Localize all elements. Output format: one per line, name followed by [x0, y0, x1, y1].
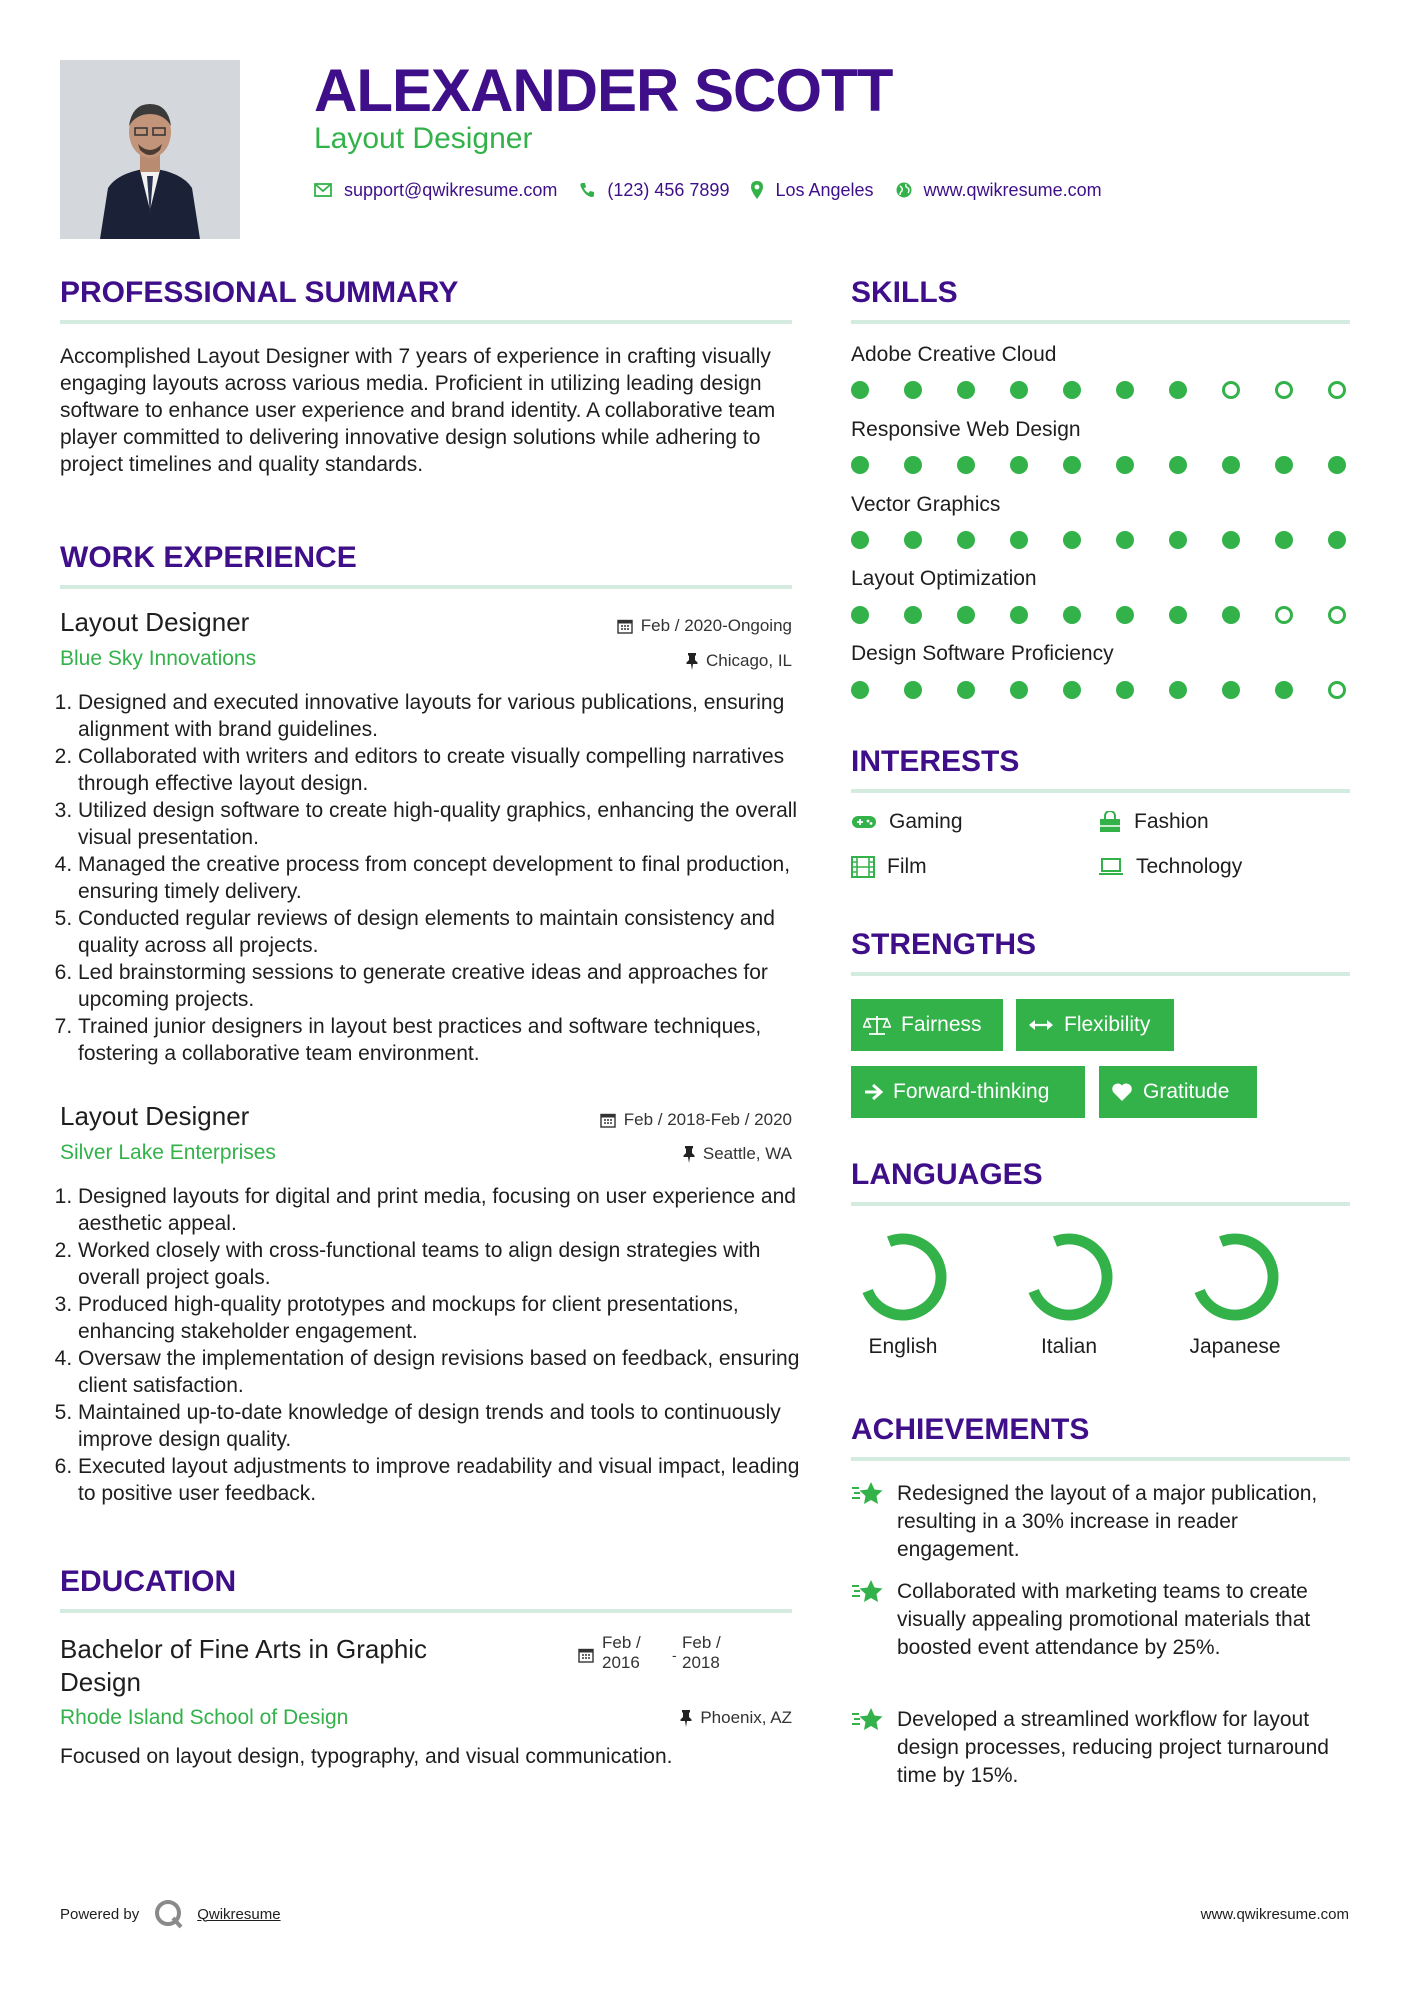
job-location: Chicago, IL: [686, 651, 792, 671]
job-title: Layout Designer: [60, 1101, 250, 1131]
list-item: 7. Trained junior designers in layout best practices and software techniques, fostering a collaborative team environment.: [78, 1013, 800, 1067]
skill-dot-empty: [1328, 681, 1346, 699]
job-location: Seattle, WA: [683, 1144, 792, 1164]
list-item: 4. Managed the creative process from concept development to final production, ensuring timely delivery.: [78, 851, 800, 905]
gamepad-icon: [851, 814, 877, 830]
skill-dot-filled: [1222, 456, 1240, 474]
skill-rating: [851, 381, 1350, 401]
list-item: 1. Designed layouts for digital and print media, focusing on user experience and aesthetic appeal.: [78, 1183, 800, 1237]
skill-dot-filled: [1116, 606, 1134, 624]
skill-dot-filled: [1169, 681, 1187, 699]
skill-rating: [851, 606, 1350, 626]
language-progress-ring: [853, 1227, 953, 1327]
section-heading-skills: SKILLS: [851, 276, 1350, 324]
language-progress-ring: [1019, 1227, 1119, 1327]
star-achievement-icon: [851, 1480, 885, 1508]
contact-website[interactable]: [896, 180, 1102, 201]
language-name: English: [868, 1335, 938, 1358]
balance-scale-icon: [863, 1014, 891, 1036]
job-duties-list: [60, 689, 800, 1067]
skill-dot-filled: [1063, 606, 1081, 624]
interest-technology: Technology: [1098, 855, 1242, 879]
skill-dot-filled: [1010, 606, 1028, 624]
language-progress-arc: [1200, 1239, 1273, 1315]
contact-bar: [314, 178, 1124, 202]
education-start-date: Feb / 2016: [602, 1633, 641, 1672]
skill-dot-filled: [851, 456, 869, 474]
language-item: [1019, 1227, 1119, 1358]
contact-phone[interactable]: [579, 180, 729, 201]
skill-dot-filled: [851, 381, 869, 399]
profile-photo: [60, 60, 240, 239]
skill-dot-filled: [1063, 681, 1081, 699]
skill-dot-filled: [851, 531, 869, 549]
skill-dot-filled: [1222, 531, 1240, 549]
skill-dot-empty: [1222, 381, 1240, 399]
skill-dot-filled: [957, 681, 975, 699]
skill-dot-filled: [1010, 681, 1028, 699]
qwikresume-link[interactable]: Qwikresume: [197, 1905, 281, 1923]
interest-fashion: Fashion: [1098, 810, 1209, 834]
school-name: Rhode Island School of Design: [60, 1706, 349, 1729]
skill-dot-filled: [957, 531, 975, 549]
skill-dot-filled: [1063, 381, 1081, 399]
skill-dot-empty: [1328, 381, 1346, 399]
qwikresume-logo-icon: [153, 1898, 185, 1930]
skill-dot-empty: [1275, 381, 1293, 399]
calendar-icon: [578, 1647, 594, 1663]
skill-dot-filled: [1169, 456, 1187, 474]
job-dates: Feb / 2018-Feb / 2020: [600, 1110, 792, 1130]
skill-dot-filled: [1275, 531, 1293, 549]
envelope-icon: [314, 183, 332, 197]
skill-dot-filled: [1063, 531, 1081, 549]
section-heading-experience: WORK EXPERIENCE: [60, 541, 792, 589]
footer-website[interactable]: www.qwikresume.com: [1200, 1906, 1349, 1923]
section-heading-achievements: ACHIEVEMENTS: [851, 1413, 1350, 1461]
skill-dot-filled: [1169, 381, 1187, 399]
list-item: 2. Collaborated with writers and editors to create visually compelling narratives through effective layout design.: [78, 743, 800, 797]
section-heading-education: EDUCATION: [60, 1565, 792, 1613]
skill-dot-filled: [1116, 681, 1134, 699]
heart-icon: [1111, 1082, 1133, 1102]
section-heading-interests: INTERESTS: [851, 745, 1350, 793]
skill-dot-filled: [851, 606, 869, 624]
map-marker-icon: [751, 181, 763, 199]
skill-dot-filled: [957, 456, 975, 474]
skill-dot-filled: [851, 681, 869, 699]
skill-dot-filled: [1010, 456, 1028, 474]
list-item: 3. Produced high-quality prototypes and mockups for client presentations, enhancing stakeholder engagement.: [78, 1291, 800, 1345]
education-location: Phoenix, AZ: [680, 1708, 792, 1728]
pushpin-icon: [686, 652, 698, 670]
laptop-icon: [1098, 858, 1124, 876]
skill-name: Adobe Creative Cloud: [851, 343, 1057, 366]
star-achievement-icon: [851, 1706, 885, 1734]
skill-dot-filled: [1328, 456, 1346, 474]
strength-badge-flexibility: Flexibility: [1016, 999, 1174, 1051]
skill-name: Layout Optimization: [851, 567, 1037, 590]
globe-icon: [896, 182, 912, 198]
achievement-item: Developed a streamlined workflow for layout design processes, reducing project turnaround time by 15%.: [851, 1706, 1361, 1790]
strength-badge-forward-thinking: Forward-thinking: [851, 1066, 1085, 1118]
contact-location: [751, 180, 873, 201]
company-name: Silver Lake Enterprises: [60, 1141, 276, 1164]
skill-dot-filled: [904, 456, 922, 474]
section-heading-summary: PROFESSIONAL SUMMARY: [60, 276, 792, 324]
list-item: 3. Utilized design software to create high-quality graphics, enhancing the overall visual presentation.: [78, 797, 800, 851]
skill-dot-filled: [1116, 531, 1134, 549]
star-achievement-icon: [851, 1578, 885, 1606]
pushpin-icon: [680, 1709, 692, 1727]
calendar-icon: [617, 618, 633, 634]
skill-dot-filled: [904, 606, 922, 624]
list-item: 1. Designed and executed innovative layouts for various publications, ensuring alignment with brand guidelines.: [78, 689, 800, 743]
skill-name: Responsive Web Design: [851, 418, 1081, 441]
skill-dot-filled: [1169, 606, 1187, 624]
job-title: Layout Designer: [60, 607, 250, 637]
education-dates: [578, 1633, 721, 1673]
skill-dot-filled: [904, 381, 922, 399]
achievement-item: Redesigned the layout of a major publication, resulting in a 30% increase in reader engagement.: [851, 1480, 1361, 1564]
skill-dot-filled: [1328, 531, 1346, 549]
skill-dot-filled: [1222, 606, 1240, 624]
skill-name: Design Software Proficiency: [851, 642, 1114, 665]
achievement-item: Collaborated with marketing teams to create visually appealing promotional materials that boosted event attendance by 25%.: [851, 1578, 1361, 1662]
summary-text: Accomplished Layout Designer with 7 years of experience in crafting visually engaging layouts across various media. Proficient in utilizing leading design software to enhance user experience and brand identity. A collaborative team player committed to delivering innovative design solutions while adhering to project timelines and quality standards.: [60, 345, 776, 476]
list-item: 4. Oversaw the implementation of design revisions based on feedback, ensuring client satisfaction.: [78, 1345, 800, 1399]
list-item: 5. Maintained up-to-date knowledge of design trends and tools to continuously improve design quality.: [78, 1399, 800, 1453]
pushpin-icon: [683, 1145, 695, 1163]
job-duties-list: [60, 1183, 800, 1507]
list-item: 2. Worked closely with cross-functional teams to align design strategies with overall project goals.: [78, 1237, 800, 1291]
contact-email-text: support@qwikresume.com: [344, 179, 558, 200]
skill-dot-empty: [1328, 606, 1346, 624]
skill-dot-filled: [1275, 681, 1293, 699]
language-progress-arc: [1034, 1239, 1107, 1315]
skill-dot-filled: [1010, 381, 1028, 399]
contact-location-text: Los Angeles: [775, 179, 874, 200]
skill-rating: [851, 456, 1350, 476]
section-heading-languages: LANGUAGES: [851, 1158, 1350, 1206]
skill-rating: [851, 531, 1350, 551]
company-name: Blue Sky Innovations: [60, 647, 257, 670]
interest-gaming: Gaming: [851, 810, 963, 834]
contact-email[interactable]: [314, 180, 557, 201]
education-description: Focused on layout design, typography, and visual communication.: [60, 1745, 673, 1768]
film-icon: [851, 856, 875, 878]
strength-badge-fairness: Fairness: [851, 999, 1003, 1051]
list-item: 5. Conducted regular reviews of design elements to maintain consistency and quality across all projects.: [78, 905, 800, 959]
contact-phone-text: (123) 456 7899: [607, 179, 730, 200]
list-item: 6. Led brainstorming sessions to generate creative ideas and approaches for upcoming projects.: [78, 959, 800, 1013]
language-item: [853, 1227, 953, 1358]
skill-dot-filled: [1063, 456, 1081, 474]
section-heading-strengths: STRENGTHS: [851, 928, 1350, 976]
degree-title: Bachelor of Fine Arts in Graphic Design: [60, 1634, 428, 1697]
skill-name: Vector Graphics: [851, 493, 1001, 516]
language-item: [1185, 1227, 1285, 1358]
arrows-horizontal-icon: [1028, 1018, 1054, 1032]
candidate-name: ALEXANDER SCOTT: [314, 57, 893, 124]
language-progress-ring: [1185, 1227, 1285, 1327]
contact-website-text: www.qwikresume.com: [923, 179, 1102, 200]
phone-icon: [579, 182, 595, 198]
candidate-title: Layout Designer: [314, 122, 533, 155]
skill-dot-filled: [1116, 381, 1134, 399]
skill-dot-filled: [957, 606, 975, 624]
skill-rating: [851, 681, 1350, 701]
skill-dot-filled: [1275, 456, 1293, 474]
strength-badge-gratitude: Gratitude: [1099, 1066, 1257, 1118]
education-end-date: - Feb / 2018: [672, 1633, 721, 1672]
interest-film: Film: [851, 855, 927, 879]
skill-dot-filled: [904, 531, 922, 549]
skill-dot-filled: [1116, 456, 1134, 474]
language-progress-arc: [868, 1239, 941, 1315]
skill-dot-filled: [904, 681, 922, 699]
calendar-icon: [600, 1112, 616, 1128]
skill-dot-filled: [1222, 681, 1240, 699]
skill-dot-filled: [1010, 531, 1028, 549]
skill-dot-filled: [1169, 531, 1187, 549]
language-name: Italian: [1040, 1335, 1098, 1358]
arrow-right-icon: [863, 1083, 883, 1101]
shopping-bag-icon: [1098, 811, 1122, 833]
footer-powered-by: Powered by Qwikresume: [60, 1898, 281, 1930]
job-dates: Feb / 2020-Ongoing: [617, 616, 792, 636]
skill-dot-empty: [1275, 606, 1293, 624]
language-name: Japanese: [1189, 1335, 1281, 1358]
skill-dot-filled: [957, 381, 975, 399]
list-item: 6. Executed layout adjustments to improve readability and visual impact, leading to positive user feedback.: [78, 1453, 800, 1507]
